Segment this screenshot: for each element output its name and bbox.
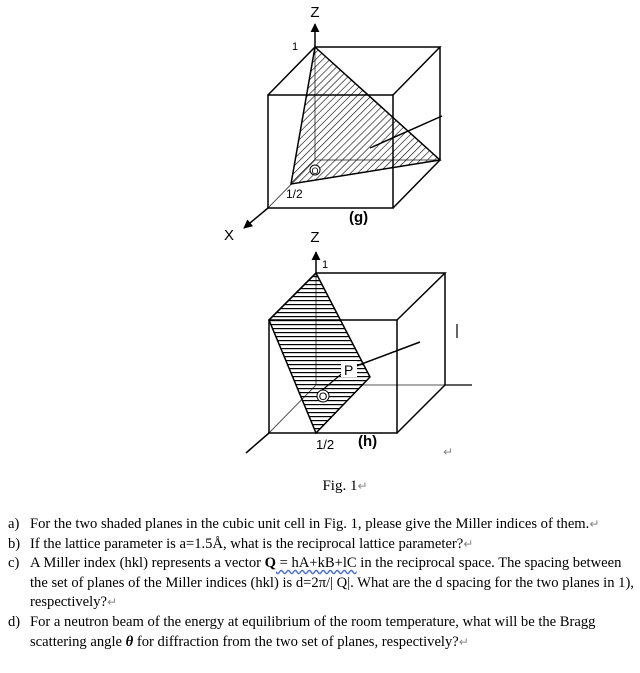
question-text: If the lattice parameter is a=1.5Å, what is the reciprocal lattice parameter?↵: [30, 535, 474, 552]
question-b: [8, 535, 638, 555]
question-text: For a neutron beam of the energy at equilibrium of the room temperature, what will be the Bragg scattering angle θ for diffraction from the two set of planes, respectively?↵: [30, 613, 596, 650]
figure-caption: [25, 478, 640, 495]
panel-h: [246, 229, 472, 459]
tick-half-h: 1/2: [316, 437, 335, 452]
question-label: b): [8, 535, 21, 552]
question-a: [8, 515, 638, 535]
z-axis-label-g: Z: [310, 4, 320, 21]
point-p-label: P: [344, 362, 354, 378]
x-axis-g: [244, 208, 268, 228]
question-text: For the two shaded planes in the cubic unit cell in Fig. 1, please give the Miller indices of them.↵: [30, 516, 600, 532]
question-d: [8, 613, 638, 652]
x-axis-label: X: [224, 227, 235, 244]
panel-g: [224, 4, 442, 244]
caption-text: Fig. 1: [322, 478, 358, 494]
tick-1-h: 1: [322, 259, 329, 271]
tick-1-g: 1: [292, 41, 299, 53]
return-mark-icon: ↵: [357, 479, 368, 493]
question-label: c): [8, 555, 20, 572]
shaded-plane-h: [269, 273, 370, 433]
return-mark-icon: ↵: [106, 595, 118, 610]
return-mark-icon: ↵: [463, 536, 474, 551]
x-axis-h: [246, 433, 269, 453]
shaded-plane-g: [291, 47, 440, 184]
question-list: [8, 515, 638, 652]
question-text: A Miller index (hkl) represents a vector Q = hA+kB+lC in the reciprocal space. The spacing between the set of planes of the Miller indices (hkl) is d=2π/| Q|. What are the d spacing for the two planes in 1), respectively?↵: [30, 555, 634, 611]
question-c: [8, 554, 638, 613]
origin-label-g: O: [311, 166, 319, 176]
panel-label-h: (h): [358, 433, 378, 450]
question-label: d): [8, 613, 21, 630]
tick-half-g: 1/2: [286, 187, 303, 201]
return-mark-icon: ↵: [589, 517, 600, 531]
z-axis-label-h: Z: [310, 229, 320, 246]
origin-label-h: O: [318, 391, 328, 403]
return-mark-figure: ↵: [443, 445, 454, 459]
question-label: a): [8, 516, 20, 532]
panel-label-g: (g): [349, 209, 369, 226]
return-mark-icon: ↵: [458, 634, 469, 649]
